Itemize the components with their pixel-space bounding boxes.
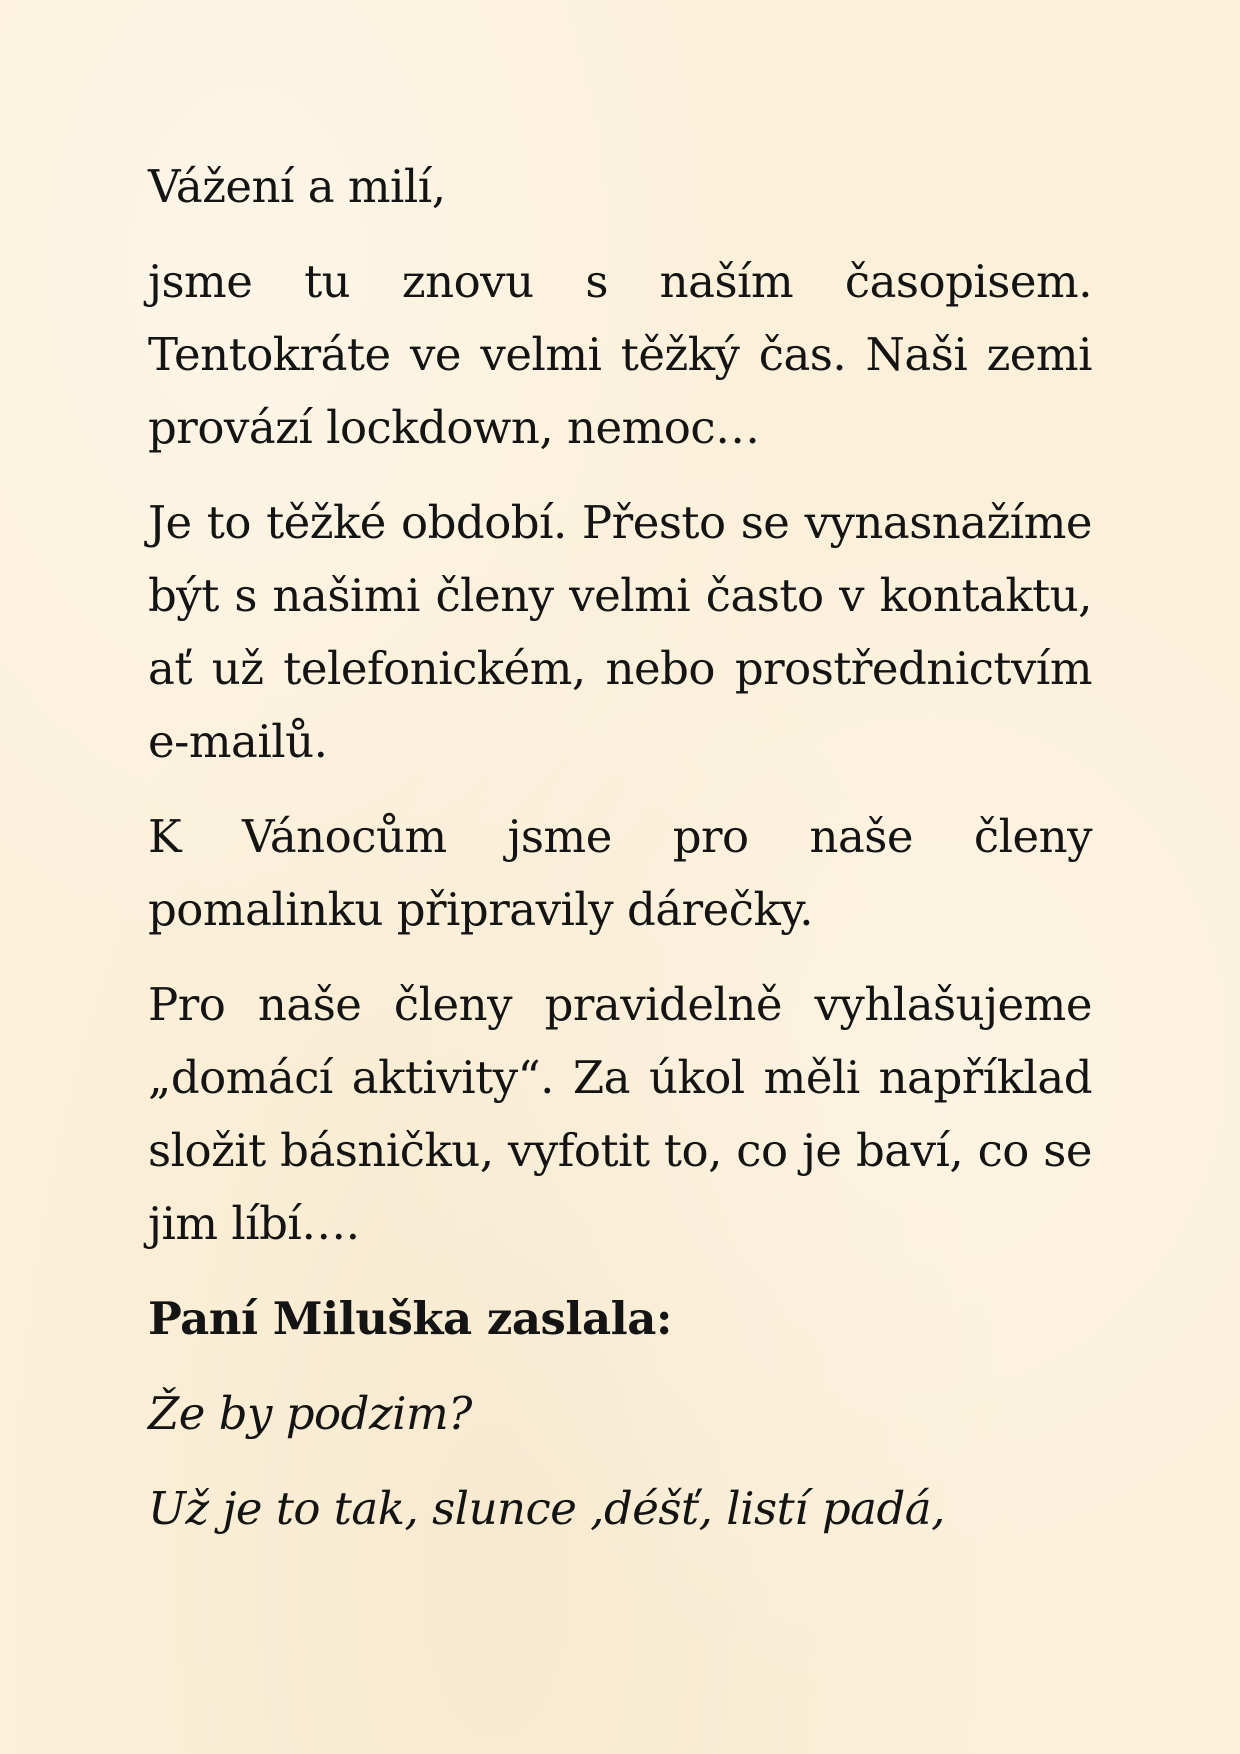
greeting: Vážení a milí, — [148, 160, 446, 213]
section-heading: Paní Miluška zaslala: — [148, 1292, 672, 1345]
paragraph-christmas: K Vánocům jsme pro naše členy pomalinku připravily dárečky. — [148, 810, 1092, 936]
poem-line-1: Že by podzim? — [148, 1387, 472, 1440]
paragraph-intro: jsme tu znovu s naším časopisem. Tentokráte ve velmi těžký čas. Naši zemi provází lockdown, nemoc… — [148, 255, 1092, 454]
paragraph-contact: Je to těžké období. Přesto se vynasnažíme být s našimi členy velmi často v kontaktu, ať už telefonickém, nebo prostřednictvím e-mailů. — [148, 496, 1092, 768]
poem-line-2: Už je to tak, slunce ,déšť, listí padá, — [148, 1482, 945, 1535]
paragraph-activities: Pro naše členy pravidelně vyhlašujeme „domácí aktivity“. Za úkol měli například složit básničku, vyfotit to, co je baví, co se jim líbí…. — [148, 978, 1092, 1250]
